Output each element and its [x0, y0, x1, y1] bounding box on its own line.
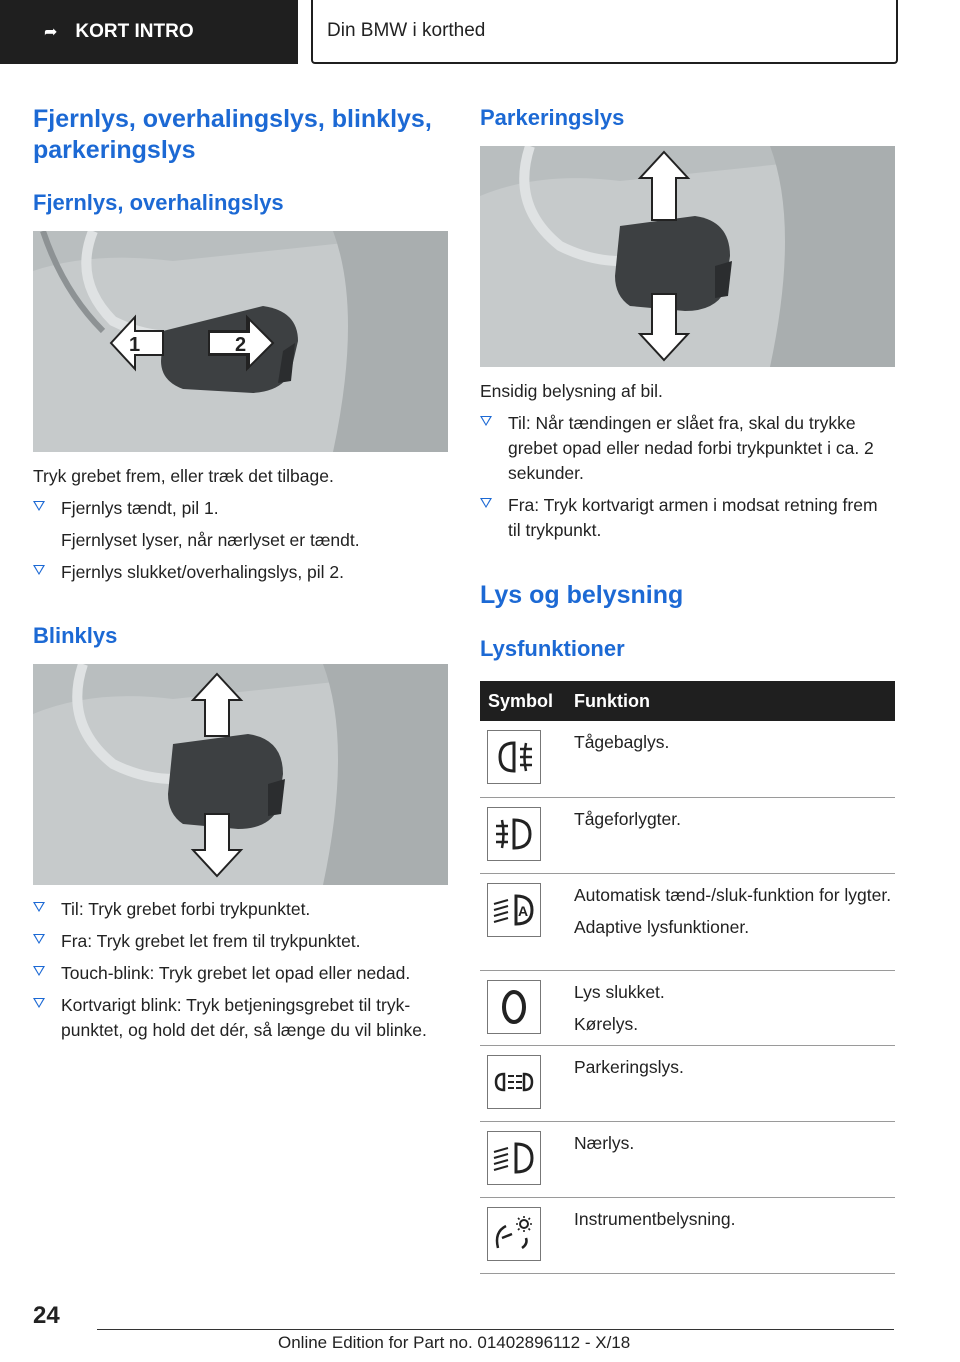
- subheading-high-beam: Fjernlys, overhalingslys: [33, 190, 284, 215]
- arrow-label-2: 2: [235, 334, 247, 356]
- row-text: Tågeforlygter.: [574, 808, 681, 829]
- table-row: [480, 873, 895, 970]
- row-text: Lys slukket.: [574, 981, 665, 1002]
- paragraph-high-beam: Tryk grebet frem, eller træk det tilbage.: [33, 466, 334, 486]
- list-item: Touch-blink: Tryk grebet let opad eller nedad.: [33, 961, 453, 986]
- page-title: Fjernlys, overhalingslys, blinklys, parkeringslys: [33, 105, 432, 164]
- bullet-triangle-icon: [33, 998, 45, 1008]
- rear-fog-light-icon: [487, 730, 541, 784]
- table-row: [480, 721, 895, 797]
- light-functions-table: [480, 681, 895, 1274]
- section-tab-label: Din BMW i korthed: [327, 20, 486, 41]
- chapter-tab-label: KORT INTRO: [75, 21, 194, 42]
- subheading-parking: Parkeringslys: [480, 105, 625, 130]
- bullet-triangle-icon: [33, 934, 45, 944]
- row-text: Nærlys.: [574, 1132, 635, 1153]
- subheading-turn-signal: Blinklys: [33, 623, 118, 648]
- bullet-triangle-icon: [33, 966, 45, 976]
- table-header-row: [480, 681, 895, 721]
- paragraph-parking: Ensidig belysning af bil.: [480, 381, 663, 401]
- list-item: Fra: Tryk grebet let frem til trykpunktet.: [33, 929, 453, 954]
- parking-light-icon: [487, 1055, 541, 1109]
- front-fog-light-icon: [487, 807, 541, 861]
- arrow-label-1: 1: [129, 334, 141, 356]
- row-text: Parkeringslys.: [574, 1056, 684, 1077]
- list-item: Fra: Tryk kortvarigt armen i modsat retning frem til trykpunkt.: [480, 493, 895, 543]
- row-text: Kørelys.: [574, 1013, 639, 1034]
- section-title-lights: Lys og belysning: [480, 581, 684, 609]
- figure-turn-signal-lever: [33, 664, 448, 885]
- row-text: Adaptive lysfunktioner.: [574, 916, 750, 937]
- instrument-lighting-icon: [487, 1207, 541, 1261]
- low-beam-icon: [487, 1131, 541, 1185]
- list-item: Til: Tryk grebet forbi trykpunktet.: [33, 897, 453, 922]
- table-row: [480, 970, 895, 1045]
- row-text: Instrumentbelysning.: [574, 1208, 736, 1229]
- subheading-light-functions: Lysfunktioner: [480, 636, 625, 661]
- list-item: Fjernlys tændt, pil 1.: [33, 496, 453, 521]
- figure-high-beam-lever: [33, 231, 448, 452]
- bullet-triangle-icon: [33, 902, 45, 912]
- column-header-symbol: Symbol: [480, 681, 566, 721]
- page-number: 24: [33, 1302, 60, 1329]
- table-row: [480, 1121, 895, 1197]
- list-item: Til: Når tændingen er slået fra, skal du trykke grebet opad eller nedad forbi trykpunktet i ca. 2 sekunder.: [480, 411, 895, 486]
- list-item: Fjernlys slukket/overhalingslys, pil 2.: [33, 560, 453, 585]
- bullet-triangle-icon: [33, 565, 45, 575]
- svg-text:A: A: [518, 902, 529, 919]
- list-item: Kortvarigt blink: Tryk betjeningsgrebet til tryk-punktet, og hold det dér, så længe du vil blinke.: [33, 993, 453, 1043]
- figure-parking-lever: [480, 146, 895, 367]
- row-text: Tågebaglys.: [574, 732, 670, 752]
- table-row: [480, 797, 895, 873]
- bullet-triangle-icon: [480, 416, 492, 426]
- table-row: [480, 1197, 895, 1273]
- column-header-function: Funktion: [566, 681, 895, 721]
- bullet-triangle-icon: [33, 501, 45, 511]
- table-row: [480, 1045, 895, 1121]
- chapter-tab[interactable]: [0, 0, 298, 64]
- footer-edition: Online Edition for Part no. 01402896112 - X/18: [278, 1333, 631, 1352]
- automatic-headlight-icon: [487, 883, 541, 937]
- note-high-beam: Fjernlyset lyser, når nærlyset er tændt.: [61, 530, 360, 550]
- bullet-triangle-icon: [480, 498, 492, 508]
- lights-off-icon: [487, 980, 541, 1034]
- section-tab[interactable]: [311, 0, 898, 64]
- row-text: Automatisk tænd-/sluk-funktion for lygter.: [574, 884, 892, 905]
- chapter-arrow-icon: ➦: [44, 24, 58, 41]
- footer-divider: [97, 1329, 894, 1330]
